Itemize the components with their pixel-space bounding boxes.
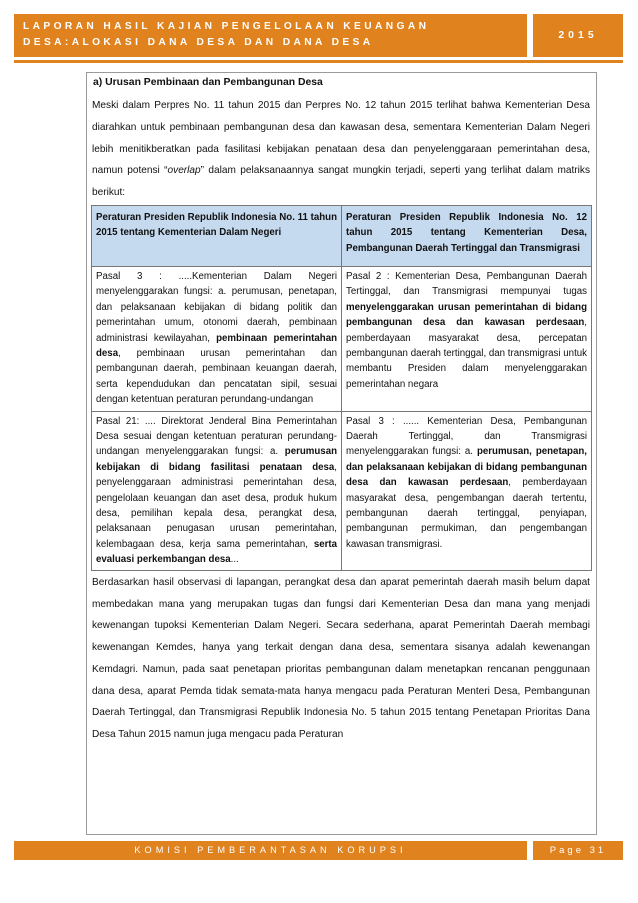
- page-header: [14, 14, 623, 57]
- cell-text: , pemberdayaan masyarakat desa, pengembangan daerah tertentu, pembangunan daerah tertinggal, penyiapan, pembangunan permukiman, dan pengembangan kawasan transmigrasi.: [346, 477, 587, 550]
- footer-organization: KOMISI PEMBERANTASAN KORUPSI: [14, 841, 527, 860]
- page-number: Page 31: [533, 841, 623, 860]
- closing-paragraph: Berdasarkan hasil observasi di lapangan, perangkat desa dan aparat pemerintah daerah masih belum dapat membedakan mana yang merupakan tugas dan fungsi dari Kementerian Desa dan mana yang menjadi kewenangan tupoksi Kementerian Dalam Negeri. Secara sederhana, aparat Pemerintah Daerah membagi kewenangan Kemdes, hanya yang terkait dengan dana desa, sementara sisanya adalah kewenangan Kemdagri. Namun, pada saat penetapan prioritas pembangunan dalam menetapkan rencanan penggunaan dana desa, aparat Pemda tidak semata-mata hanya mengacu pada Peraturan Menteri Desa, Pembangunan Daerah Tertinggal, dan Transmigrasi Republik Indonesia No. 5 tahun 2015 tentang Penetapan Prioritas Dana Desa Tahun 2015 namun juga mengacu pada Peraturan: [92, 576, 590, 741]
- report-year: 2015: [533, 14, 623, 57]
- intro-overlap-term: overlap: [167, 165, 201, 177]
- section-heading: a) Urusan Pembinaan dan Pembangunan Desa: [93, 77, 323, 88]
- page-content: [92, 74, 590, 746]
- report-title-line2: DESA:ALOKASI DANA DESA DAN DANA DESA: [23, 37, 374, 48]
- matrix-header-left: Peraturan Presiden Republik Indonesia No. 11 tahun 2015 tentang Kementerian Dalam Negeri: [92, 205, 342, 266]
- matrix-cell-r1-left: [92, 266, 342, 411]
- matrix-row: [92, 411, 592, 570]
- cell-text: Pasal 21: .... Direktorat Jenderal Bina Pemerintahan Desa sesuai dengan ketentuan peraturan perundang-undangan menyelenggarakan fungsi: a.: [96, 415, 337, 458]
- cell-text: , pemberdayaan masyarakat desa, percepatan pembangunan daerah tertinggal, dan transmigrasi untuk membantu Presiden dalam menyelenggarakan pemerintahan negara: [346, 317, 587, 390]
- cell-text: Pasal 3 : .....Kementerian Dalam Negeri menyelenggarakan fungsi: a. perumusan, penetapan, dan pelaksanaan kebijakan di bidang politik dan pemerintahan umum, otonomi daerah, pembinaan administrasi kewilayahan,: [96, 270, 337, 344]
- report-title: [14, 14, 527, 57]
- cell-text: Pasal 3 : ...... Kementerian Desa, Pembangunan Daerah Tertinggal, dan Transmigrasi menyelenggarakan fungsi: a.: [346, 415, 587, 458]
- matrix-row: [92, 266, 592, 411]
- cell-emphasis: serta evaluasi perkembangan desa: [96, 538, 337, 566]
- intro-paragraph: [92, 95, 590, 204]
- cell-emphasis: perumusan, penetapan, dan pelaksanaan kebijakan di bidang pembangunan desa dan kawasan perdesaan: [346, 446, 587, 489]
- cell-emphasis: pembinaan pemerintahan desa: [96, 332, 337, 360]
- matrix-cell-r1-right: [342, 266, 592, 411]
- cell-text: , pembinaan urusan pemerintahan dan pembangunan daerah, pembinaan keuangan daerah, serta kependudukan dan pencatatan sipil, sesuai dengan ketentuan peraturan perundang-undangan: [96, 348, 337, 406]
- intro-text-2: ” dalam pelaksanaannya sangat mungkin terjadi, seperti yang terlihat dalam matriks berikut:: [92, 165, 590, 199]
- regulation-matrix: [91, 205, 592, 571]
- report-title-line1: LAPORAN HASIL KAJIAN PENGELOLAAN KEUANGAN: [23, 21, 430, 32]
- cell-text: , penyelenggaraan administrasi pemerintahan desa, pengelolaan keuangan dan aset desa, produk hukum desa, pemilihan kepala desa, perangkat desa, pelaksanaan penugasan urusan pemerintahan, kelembagaan desa, kerja sama pemerintahan,: [96, 461, 337, 550]
- page-footer: [14, 841, 623, 860]
- intro-text-1: Meski dalam Perpres No. 11 tahun 2015 dan Perpres No. 12 tahun 2015 terlihat bahwa Kementerian Desa diarahkan untuk pembinaan pembangunan desa dan kawasan desa, sementara Kementerian Dalam Negeri lebih menitikberatkan pada fasilitasi kebijakan penataan desa dan penyelenggaraan pemerintahan desa, namun potensi “: [92, 100, 590, 177]
- matrix-header-right: Peraturan Presiden Republik Indonesia No. 12 tahun 2015 tentang Kementerian Desa, Pembangunan Daerah Tertinggal dan Transmigrasi: [342, 205, 592, 266]
- cell-text: Pasal 2 : Kementerian Desa, Pembangunan Daerah Tertinggal, dan Transmigrasi mempunyai tugas: [346, 270, 587, 298]
- matrix-header-row: [92, 205, 592, 266]
- cell-emphasis: menyelenggarakan urusan pemerintahan di bidang pembangunan desa dan kawasan perdesaan: [346, 301, 587, 329]
- cell-text: ...: [230, 554, 239, 566]
- matrix-cell-r2-right: [342, 411, 592, 570]
- cell-emphasis: perumusan kebijakan di bidang fasilitasi penataan desa: [96, 446, 337, 473]
- matrix-cell-r2-left: [92, 411, 342, 570]
- header-divider: [14, 60, 623, 63]
